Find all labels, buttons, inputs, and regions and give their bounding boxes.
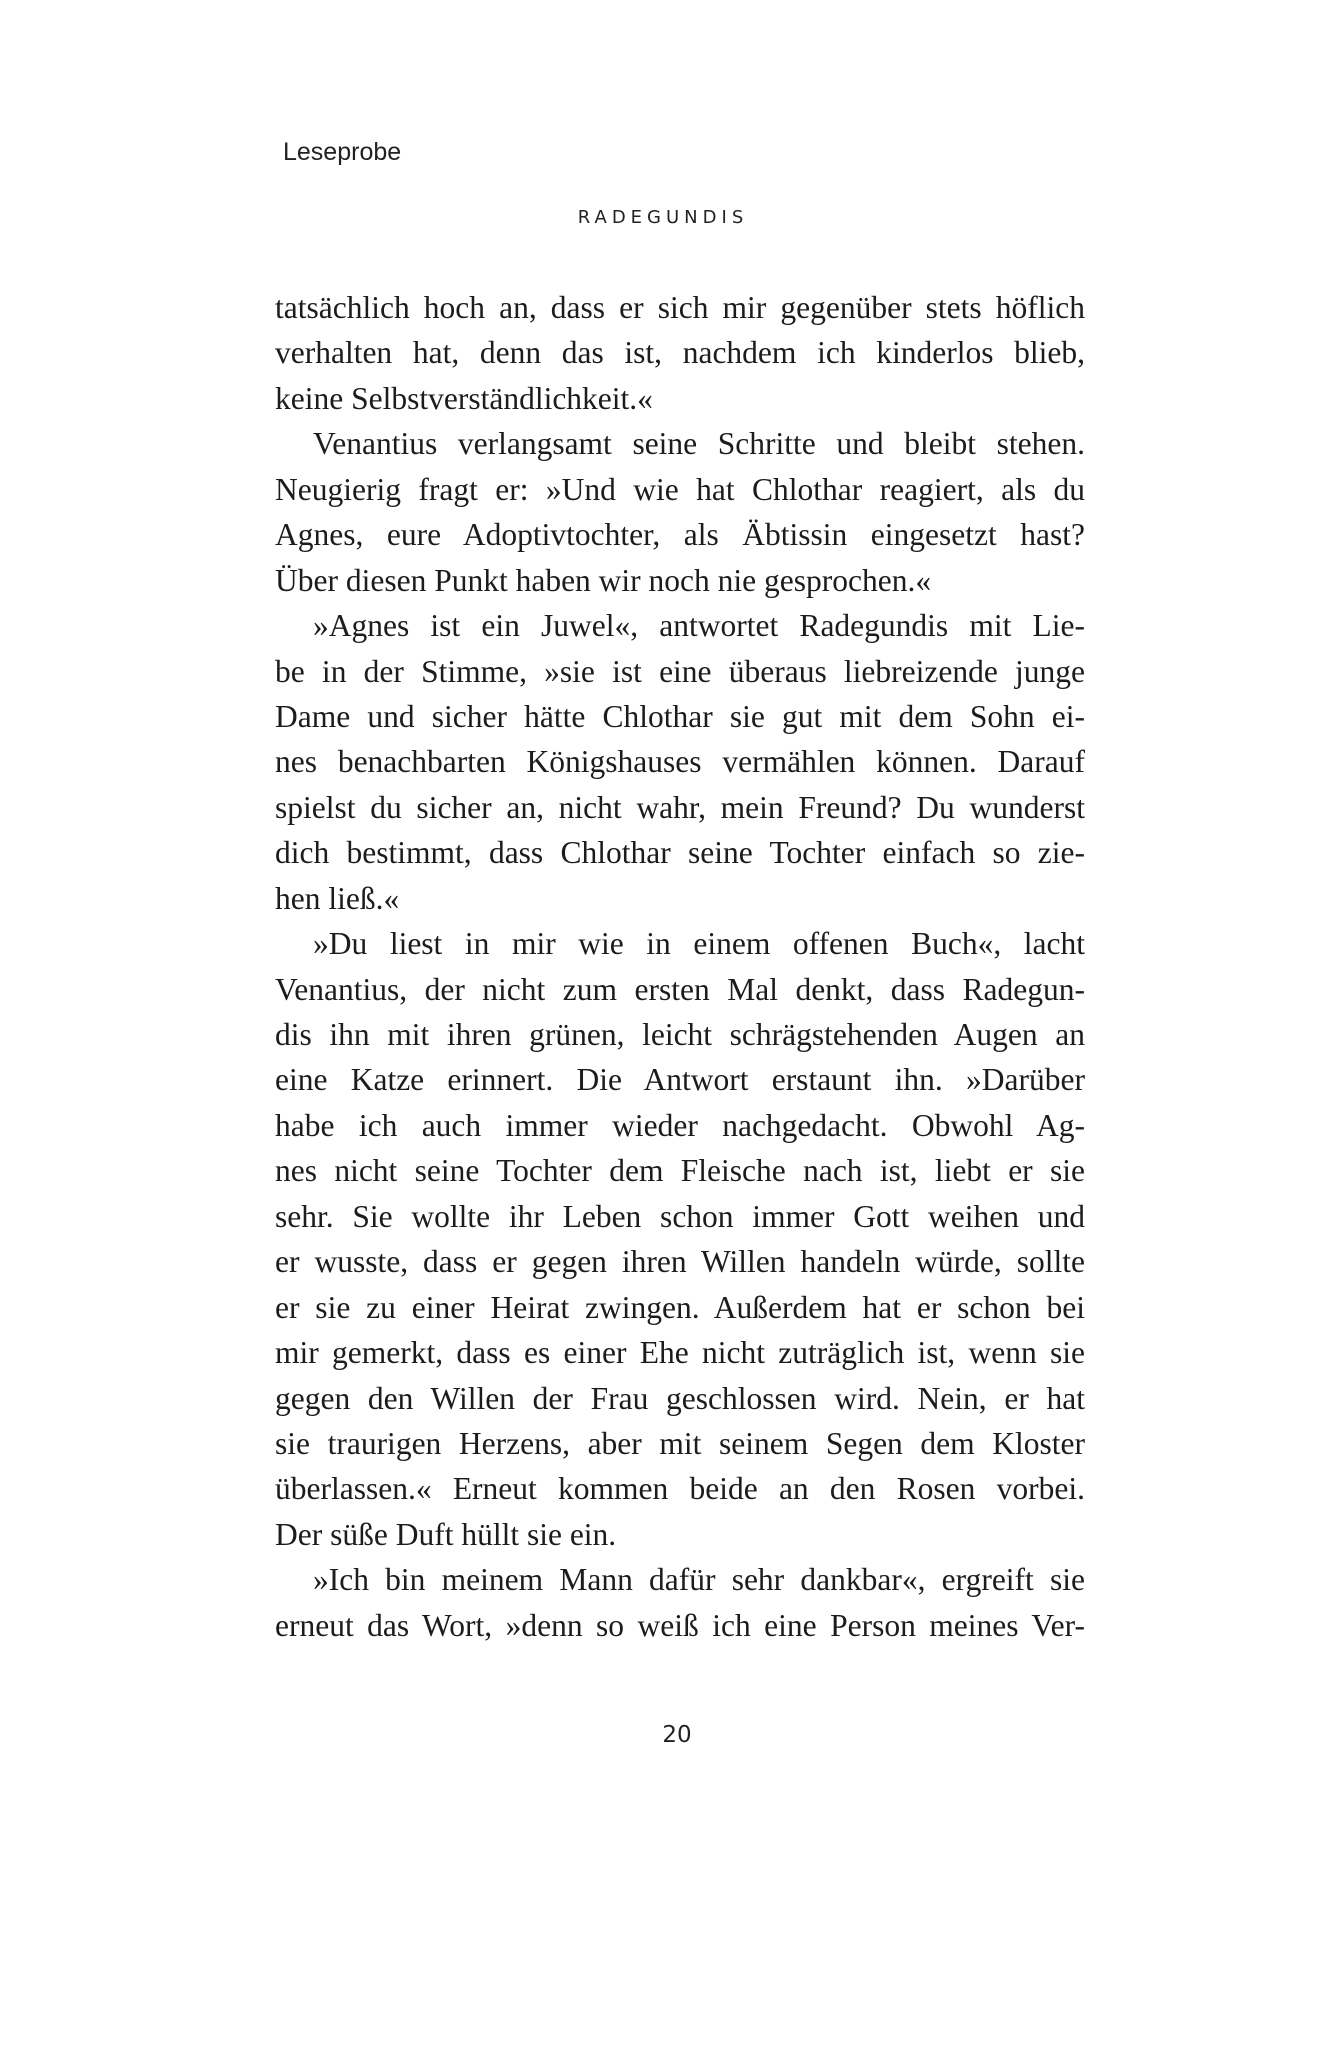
text-line: sie traurigen Herzens, aber mit seinem Segen dem Kloster bbox=[275, 1425, 1085, 1461]
text-line: sehr. Sie wollte ihr Leben schon immer Gott weihen und bbox=[275, 1198, 1085, 1234]
body-text bbox=[275, 285, 1085, 1648]
text-line: dich bestimmt, dass Chlothar seine Tochter einfach so zie- bbox=[275, 835, 1085, 871]
text-line: nes benachbarten Königshauses vermählen können. Darauf bbox=[275, 744, 1085, 780]
text-line: spielst du sicher an, nicht wahr, mein Freund? Du wunderst bbox=[275, 789, 1085, 825]
page-number: 20 bbox=[662, 1722, 692, 1748]
text-line: gegen den Willen der Frau geschlossen wird. Nein, er hat bbox=[275, 1380, 1085, 1416]
text-line: eine Katze erinnert. Die Antwort erstaunt ihn. »Darüber bbox=[275, 1062, 1085, 1098]
text-line: erneut das Wort, »denn so weiß ich eine Person meines Ver- bbox=[275, 1607, 1085, 1643]
text-line: er sie zu einer Heirat zwingen. Außerdem hat er schon bei bbox=[275, 1289, 1085, 1325]
text-line: mir gemerkt, dass es einer Ehe nicht zuträglich ist, wenn sie bbox=[275, 1335, 1085, 1371]
text-line: verhalten hat, denn das ist, nachdem ich kinderlos blieb, bbox=[275, 335, 1085, 371]
text-line: Über diesen Punkt haben wir noch nie gesprochen.« bbox=[275, 562, 932, 598]
leseprobe-watermark: Leseprobe bbox=[283, 138, 402, 166]
text-line: tatsächlich hoch an, dass er sich mir gegenüber stets höflich bbox=[275, 290, 1085, 325]
paragraph bbox=[275, 421, 1085, 603]
paragraph bbox=[275, 921, 1085, 1557]
text-line: Neugierig fragt er: »Und wie hat Chlothar reagiert, als du bbox=[275, 471, 1085, 507]
text-line: hen ließ.« bbox=[275, 880, 400, 916]
text-line: Venantius verlangsamt seine Schritte und bleibt stehen. bbox=[313, 426, 1085, 462]
text-line: überlassen.« Erneut kommen beide an den Rosen vorbei. bbox=[275, 1471, 1085, 1507]
text-line: be in der Stimme, »sie ist eine überaus liebreizende junge bbox=[275, 653, 1085, 689]
text-line: Agnes, eure Adoptivtochter, als Äbtissin eingesetzt hast? bbox=[275, 517, 1085, 553]
text-line: »Agnes ist ein Juwel«, antwortet Radegundis mit Lie- bbox=[313, 608, 1085, 644]
text-line: habe ich auch immer wieder nachgedacht. Obwohl Ag- bbox=[275, 1107, 1085, 1143]
text-line: keine Selbstverständlichkeit.« bbox=[275, 380, 653, 416]
text-line: dis ihn mit ihren grünen, leicht schrägstehenden Augen an bbox=[275, 1017, 1085, 1052]
text-line: Dame und sicher hätte Chlothar sie gut mit dem Sohn ei- bbox=[275, 698, 1085, 734]
paragraph bbox=[275, 603, 1085, 921]
text-line: Der süße Duft hüllt sie ein. bbox=[275, 1516, 617, 1552]
text-line: nes nicht seine Tochter dem Fleische nach ist, liebt er sie bbox=[275, 1153, 1085, 1189]
text-line: »Ich bin meinem Mann dafür sehr dankbar«, ergreift sie bbox=[313, 1562, 1085, 1598]
paragraph bbox=[275, 1557, 1085, 1648]
text-line: Venantius, der nicht zum ersten Mal denkt, dass Radegun- bbox=[275, 971, 1085, 1007]
running-head: RADEGUNDIS bbox=[577, 207, 749, 228]
text-line: er wusste, dass er gegen ihren Willen handeln würde, sollte bbox=[275, 1244, 1085, 1280]
text-line: »Du liest in mir wie in einem offenen Buch«, lacht bbox=[313, 926, 1085, 962]
paragraph bbox=[275, 285, 1085, 421]
